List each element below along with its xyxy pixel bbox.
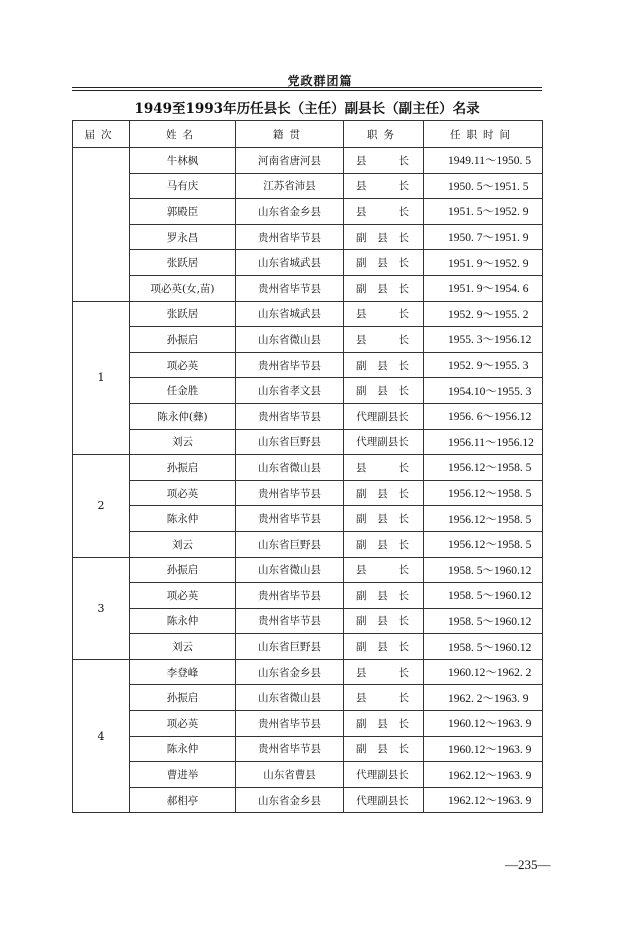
position-text: 副 县 长: [356, 282, 409, 295]
position-cell: [344, 531, 424, 557]
origin-cell: 贵州省毕节县: [236, 480, 344, 506]
position-cell: [344, 403, 424, 429]
term-cell: 4: [73, 659, 130, 813]
table-row: [73, 480, 543, 506]
name-cell: 牛林枫: [130, 148, 236, 174]
position-cell: [344, 301, 424, 327]
name-cell: 陈永仲(彝): [130, 403, 236, 429]
position-text: 副 县 长: [356, 538, 409, 551]
table-row: [73, 224, 543, 250]
origin-cell: 山东省微山县: [236, 455, 344, 481]
position-text: 代理副县长: [356, 769, 409, 782]
tenure-cell: 1958. 5～1960.12: [424, 557, 543, 583]
page-number: —235—: [505, 857, 551, 872]
origin-cell: 贵州省毕节县: [236, 403, 344, 429]
table-header-row: [73, 121, 543, 148]
origin-cell: 贵州省毕节县: [236, 275, 344, 301]
header-term: 届次: [73, 121, 130, 148]
table-row: [73, 659, 543, 685]
name-cell: 郝相亭: [130, 787, 236, 813]
origin-cell: 山东省微山县: [236, 685, 344, 711]
table-row: [73, 736, 543, 762]
name-cell: 张跃居: [130, 250, 236, 276]
header-rule: [72, 87, 542, 88]
name-cell: 孙振启: [130, 455, 236, 481]
header-position: 职务: [344, 121, 424, 148]
position-text: 代理副县长: [356, 794, 409, 807]
tenure-cell: 1954.10～1955. 3: [424, 378, 543, 404]
table-row: [73, 327, 543, 353]
name-cell: 陈永仲: [130, 608, 236, 634]
origin-cell: 山东省曹县: [236, 762, 344, 788]
position-text: 副 县 长: [356, 641, 409, 654]
name-cell: 陈永仲: [130, 506, 236, 532]
position-cell: [344, 685, 424, 711]
position-text: 副 县 长: [356, 717, 409, 730]
position-text: 县 长: [356, 564, 409, 577]
name-cell: 项必英: [130, 480, 236, 506]
tenure-cell: 1949.11～1950. 5: [424, 148, 543, 174]
table-row: [73, 352, 543, 378]
tenure-cell: 1950. 5～1951. 5: [424, 173, 543, 199]
position-text: 县 长: [356, 154, 409, 167]
position-text: 副 县 长: [356, 231, 409, 244]
tenure-cell: 1956.11～1956.12: [424, 429, 543, 455]
position-cell: [344, 659, 424, 685]
position-text: 县 长: [356, 333, 409, 346]
origin-cell: 山东省金乡县: [236, 659, 344, 685]
name-cell: 孙振启: [130, 557, 236, 583]
position-text: 县 长: [356, 205, 409, 218]
origin-cell: 山东省金乡县: [236, 787, 344, 813]
position-cell: [344, 711, 424, 737]
tenure-cell: 1951. 9～1954. 6: [424, 275, 543, 301]
origin-cell: 贵州省毕节县: [236, 506, 344, 532]
position-text: 县 长: [356, 308, 409, 321]
position-text: 副 县 长: [356, 743, 409, 756]
table-row: [73, 711, 543, 737]
tenure-cell: 1958. 5～1960.12: [424, 608, 543, 634]
origin-cell: 山东省微山县: [236, 327, 344, 353]
name-cell: 马有庆: [130, 173, 236, 199]
name-cell: 曹进举: [130, 762, 236, 788]
position-text: 县 长: [356, 180, 409, 193]
position-text: 副 县 长: [356, 359, 409, 372]
tenure-cell: 1951. 5～1952. 9: [424, 199, 543, 225]
position-cell: [344, 608, 424, 634]
position-cell: [344, 455, 424, 481]
position-text: 副 县 长: [356, 513, 409, 526]
origin-cell: 山东省城武县: [236, 250, 344, 276]
origin-cell: 贵州省毕节县: [236, 583, 344, 609]
position-text: 代理副县长: [356, 410, 409, 423]
tenure-cell: 1960.12～1962. 2: [424, 659, 543, 685]
name-cell: 孙振启: [130, 327, 236, 353]
origin-cell: 山东省巨野县: [236, 531, 344, 557]
name-cell: 任金胜: [130, 378, 236, 404]
origin-cell: 河南省唐河县: [236, 148, 344, 174]
tenure-cell: 1956.12～1958. 5: [424, 480, 543, 506]
position-text: 县 长: [356, 461, 409, 474]
header-tenure: 任职时间: [424, 121, 543, 148]
tenure-cell: 1960.12～1963. 9: [424, 711, 543, 737]
tenure-cell: 1956.12～1958. 5: [424, 506, 543, 532]
position-cell: [344, 173, 424, 199]
position-cell: [344, 250, 424, 276]
origin-cell: 贵州省毕节县: [236, 352, 344, 378]
origin-cell: 江苏省沛县: [236, 173, 344, 199]
name-cell: 陈永仲: [130, 736, 236, 762]
tenure-cell: 1950. 7～1951. 9: [424, 224, 543, 250]
position-cell: [344, 199, 424, 225]
origin-cell: 贵州省毕节县: [236, 608, 344, 634]
position-text: 副 县 长: [356, 589, 409, 602]
term-cell: [73, 148, 130, 302]
table-row: [73, 557, 543, 583]
tenure-cell: 1955. 3～1956.12: [424, 327, 543, 353]
name-cell: 刘云: [130, 531, 236, 557]
tenure-cell: 1956.12～1958. 5: [424, 455, 543, 481]
tenure-cell: 1956.12～1958. 5: [424, 531, 543, 557]
header-rule-double: [72, 90, 542, 91]
position-cell: [344, 275, 424, 301]
position-cell: [344, 378, 424, 404]
position-cell: [344, 148, 424, 174]
position-text: 代理副县长: [356, 436, 409, 449]
position-cell: [344, 762, 424, 788]
origin-cell: 贵州省毕节县: [236, 224, 344, 250]
header-origin: 籍贯: [236, 121, 344, 148]
origin-cell: 贵州省毕节县: [236, 711, 344, 737]
table-row: [73, 429, 543, 455]
position-cell: [344, 429, 424, 455]
name-cell: 刘云: [130, 429, 236, 455]
table-row: [73, 685, 543, 711]
table-row: [73, 199, 543, 225]
name-cell: 李登峰: [130, 659, 236, 685]
tenure-cell: 1951. 9～1952. 9: [424, 250, 543, 276]
tenure-cell: 1958. 5～1960.12: [424, 583, 543, 609]
position-text: 县 长: [356, 666, 409, 679]
name-cell: 刘云: [130, 634, 236, 660]
tenure-cell: 1962.12～1963. 9: [424, 787, 543, 813]
name-cell: 郭殿臣: [130, 199, 236, 225]
position-cell: [344, 736, 424, 762]
origin-cell: 山东省金乡县: [236, 199, 344, 225]
name-cell: 孙振启: [130, 685, 236, 711]
position-cell: [344, 634, 424, 660]
origin-cell: 山东省孝文县: [236, 378, 344, 404]
origin-cell: 贵州省毕节县: [236, 736, 344, 762]
position-cell: [344, 557, 424, 583]
table-row: [73, 148, 543, 174]
table-row: [73, 173, 543, 199]
tenure-cell: 1962.12～1963. 9: [424, 762, 543, 788]
officials-table: [72, 120, 543, 813]
name-cell: 罗永昌: [130, 224, 236, 250]
tenure-cell: 1962. 2～1963. 9: [424, 685, 543, 711]
table-body: [73, 148, 543, 813]
name-cell: 张跃居: [130, 301, 236, 327]
position-text: 副 县 长: [356, 385, 409, 398]
term-cell: 1: [73, 301, 130, 455]
tenure-cell: 1952. 9～1955. 3: [424, 352, 543, 378]
table-title: 1949至1993年历任县长（主任）副县长（副主任）名录: [134, 101, 480, 117]
table-row: [73, 455, 543, 481]
table-row: [73, 403, 543, 429]
tenure-cell: 1958. 5～1960.12: [424, 634, 543, 660]
position-text: 副 县 长: [356, 615, 409, 628]
position-cell: [344, 480, 424, 506]
origin-cell: 山东省微山县: [236, 557, 344, 583]
tenure-cell: 1956. 6～1956.12: [424, 403, 543, 429]
position-cell: [344, 327, 424, 353]
term-cell: 2: [73, 455, 130, 557]
term-cell: 3: [73, 557, 130, 659]
tenure-cell: 1952. 9～1955. 2: [424, 301, 543, 327]
table-row: [73, 250, 543, 276]
table-row: [73, 787, 543, 813]
position-cell: [344, 224, 424, 250]
table-row: [73, 531, 543, 557]
table-row: [73, 608, 543, 634]
header-name: 姓名: [130, 121, 236, 148]
position-cell: [344, 787, 424, 813]
table-row: [73, 301, 543, 327]
section-header: 党政群团篇: [287, 74, 353, 88]
table-row: [73, 634, 543, 660]
position-cell: [344, 352, 424, 378]
name-cell: 项必英: [130, 711, 236, 737]
name-cell: 项必英: [130, 583, 236, 609]
name-cell: 项必英(女,苗): [130, 275, 236, 301]
tenure-cell: 1960.12～1963. 9: [424, 736, 543, 762]
position-cell: [344, 506, 424, 532]
position-text: 副 县 长: [356, 257, 409, 270]
position-text: 县 长: [356, 692, 409, 705]
origin-cell: 山东省巨野县: [236, 634, 344, 660]
origin-cell: 山东省城武县: [236, 301, 344, 327]
table-row: [73, 275, 543, 301]
name-cell: 项必英: [130, 352, 236, 378]
table-row: [73, 378, 543, 404]
table-row: [73, 762, 543, 788]
position-text: 副 县 长: [356, 487, 409, 500]
position-cell: [344, 583, 424, 609]
table-row: [73, 583, 543, 609]
table-row: [73, 506, 543, 532]
origin-cell: 山东省巨野县: [236, 429, 344, 455]
